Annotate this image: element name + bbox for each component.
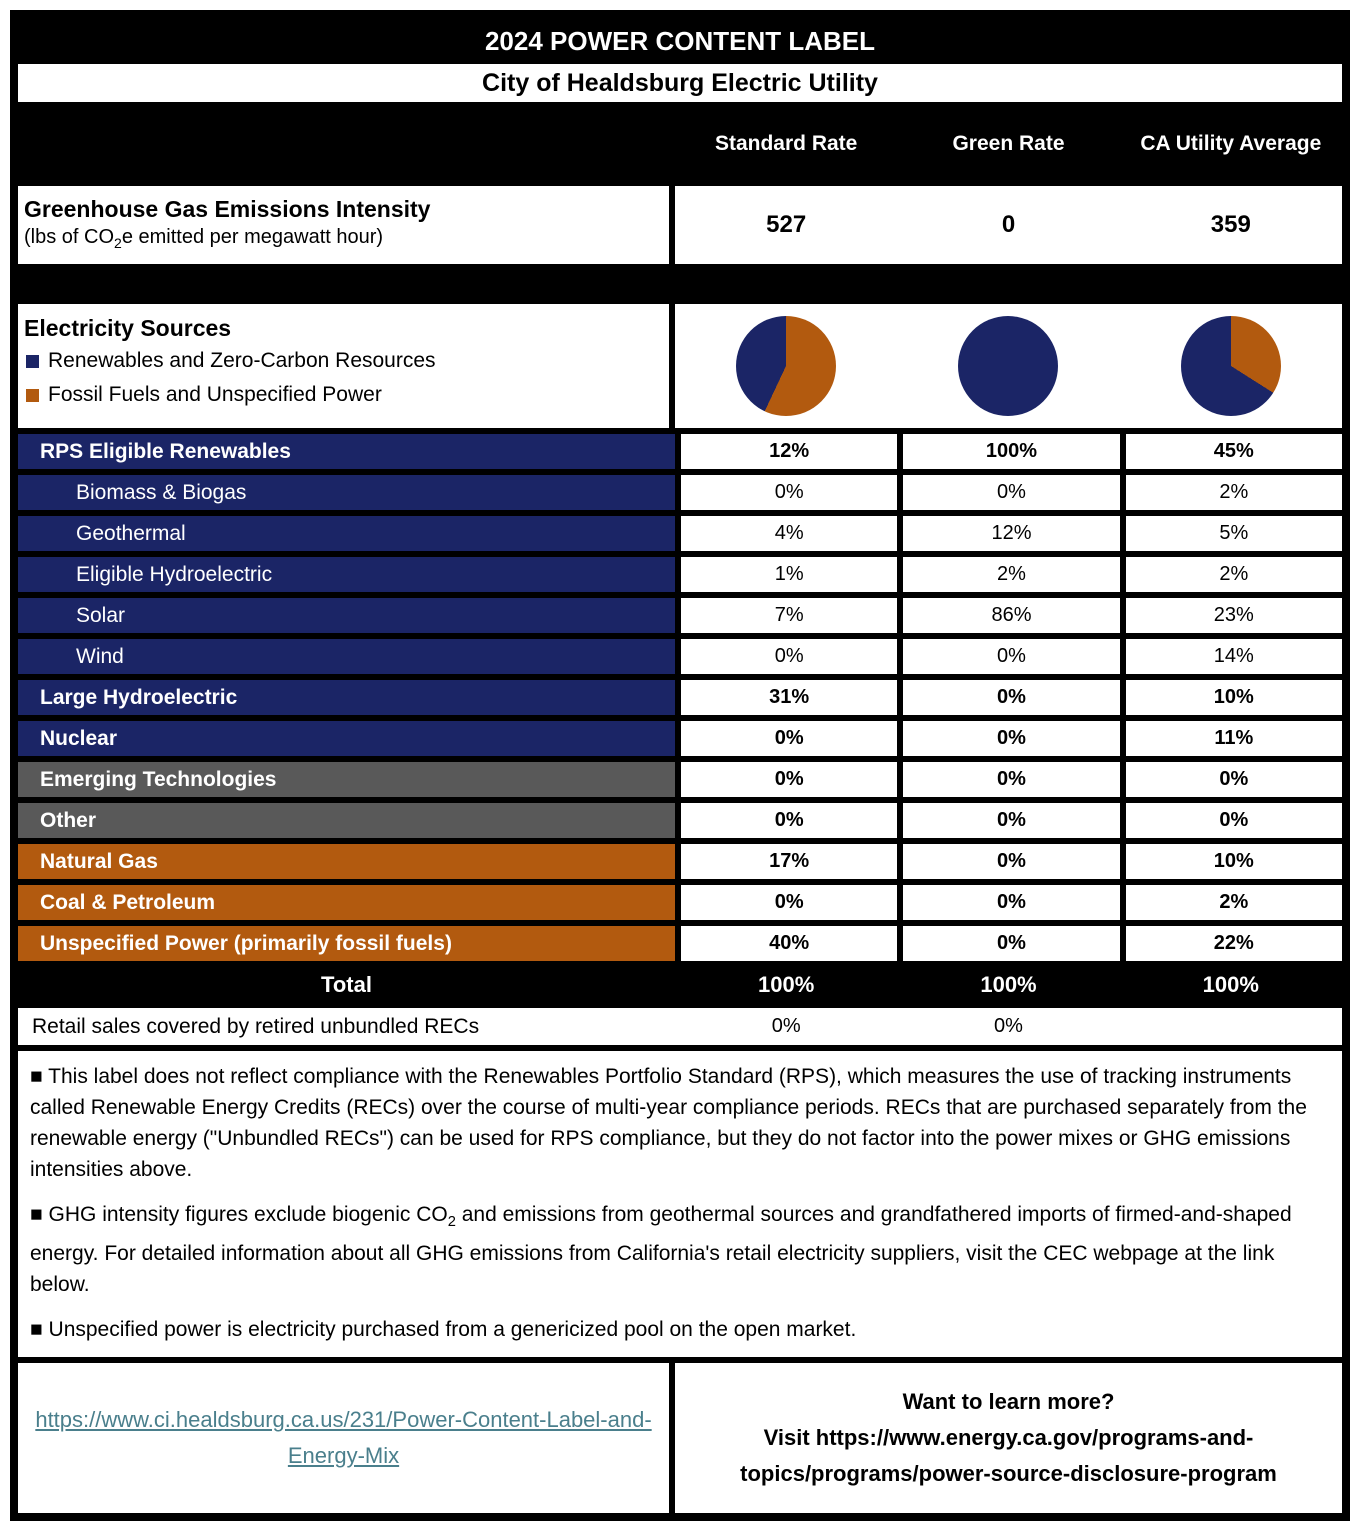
utility-name: City of Healdsburg Electric Utility: [18, 64, 1342, 102]
row-value: 0%: [897, 844, 1119, 879]
row-value: 0%: [675, 762, 897, 797]
row-value: 10%: [1120, 680, 1342, 715]
row-value: 23%: [1120, 598, 1342, 633]
table-row: [18, 510, 1342, 551]
column-header-green-rate: Green Rate: [952, 132, 1065, 155]
row-value: 2%: [1120, 557, 1342, 592]
learn-more-cell: [675, 1363, 1342, 1513]
table-row: [18, 838, 1342, 879]
row-value: 11%: [1120, 721, 1342, 756]
ghg-value-green: 0: [1001, 211, 1016, 238]
row-value: 31%: [675, 680, 897, 715]
electricity-sources-row: [18, 304, 1342, 428]
legend-label-renewables: Renewables and Zero-Carbon Resources: [48, 349, 436, 372]
row-label: Coal & Petroleum: [18, 885, 675, 920]
fossil-swatch-icon: [26, 389, 39, 402]
footer-row: [18, 1357, 1342, 1513]
ghg-emissions-row: [18, 186, 1342, 264]
row-value: 2%: [1120, 475, 1342, 510]
row-value: 14%: [1120, 639, 1342, 674]
table-row: [18, 551, 1342, 592]
row-label: RPS Eligible Renewables: [18, 434, 675, 469]
ghg-label-cell: [18, 186, 675, 264]
footnotes-section: [18, 1045, 1342, 1357]
electricity-sources-title: Electricity Sources: [24, 315, 232, 341]
table-row: [18, 715, 1342, 756]
row-label: Biomass & Biogas: [18, 475, 675, 510]
row-label: Solar: [18, 598, 675, 633]
row-value: 0%: [675, 803, 897, 838]
table-row: [18, 797, 1342, 838]
pie-chart-standard-rate: [736, 316, 836, 416]
row-value: 0%: [897, 885, 1119, 920]
row-label: Large Hydroelectric: [18, 680, 675, 715]
table-row: [18, 674, 1342, 715]
row-value: 0%: [1120, 762, 1342, 797]
ghg-title: Greenhouse Gas Emissions Intensity: [24, 196, 431, 222]
footnote-ghg: ■ GHG intensity figures exclude biogenic $CO_2$ and emissions from geothermal sources and grandfathered imports of firmed-and-shaped energy. For detailed information about all GHG emissions from California's retail electricity suppliers, visit the CEC webpage at the link below.: [30, 1203, 1292, 1297]
table-row: [18, 879, 1342, 920]
column-header-row: [18, 102, 1342, 186]
total-row: [18, 961, 1342, 1003]
learn-more-title: Want to learn more?: [902, 1389, 1115, 1415]
pie-chart-ca-average: [1181, 316, 1281, 416]
total-value: 100%: [758, 972, 815, 997]
recs-value: 0%: [771, 1015, 801, 1037]
total-value: 100%: [980, 972, 1037, 997]
table-row: [18, 633, 1342, 674]
column-header-standard-rate: Standard Rate: [714, 132, 858, 155]
row-label: Unspecified Power (primarily fossil fuels): [18, 926, 675, 961]
table-row: [18, 592, 1342, 633]
table-row: [18, 920, 1342, 961]
row-value: 0%: [675, 639, 897, 674]
row-value: 0%: [897, 721, 1119, 756]
footnote-unspecified: ■ Unspecified power is electricity purchased from a genericized pool on the open market.: [30, 1318, 857, 1342]
pie-chart-area: [675, 304, 1342, 428]
ghg-value-standard: 527: [766, 211, 807, 238]
row-value: 10%: [1120, 844, 1342, 879]
legend-item-renewables: [24, 344, 665, 378]
recs-value: 0%: [994, 1015, 1023, 1037]
row-label: Emerging Technologies: [18, 762, 675, 797]
row-value: 0%: [897, 639, 1119, 674]
row-value: 0%: [897, 803, 1119, 838]
row-value: 4%: [675, 516, 897, 551]
column-header-ca-utility-average: CA Utility Average: [1140, 132, 1322, 155]
row-value: 1%: [675, 557, 897, 592]
renewables-swatch-icon: [26, 355, 39, 368]
learn-more-url: Visit https://www.energy.ca.gov/programs-and-topics/programs/power-source-disclosure-program: [740, 1425, 1277, 1487]
row-value: 0%: [897, 926, 1119, 961]
ghg-value-ca-average: 359: [1210, 211, 1251, 238]
table-row: [18, 469, 1342, 510]
row-value: 0%: [897, 680, 1119, 715]
recs-label: Retail sales covered by retired unbundled RECs: [32, 1014, 480, 1038]
pie-chart-green-rate: [958, 316, 1058, 416]
row-label: Other: [18, 803, 675, 838]
total-value: 100%: [1202, 972, 1259, 997]
bullet-icon: ■: [30, 1318, 43, 1342]
ghg-units: (lbs of $CO_2e$ emitted per megawatt hour): [24, 226, 384, 251]
table-row: [18, 428, 1342, 469]
row-label: Eligible Hydroelectric: [18, 557, 675, 592]
row-label: Natural Gas: [18, 844, 675, 879]
row-value: 0%: [675, 885, 897, 920]
legend-label-fossil: Fossil Fuels and Unspecified Power: [48, 383, 382, 406]
row-value: 40%: [675, 926, 897, 961]
power-content-label: [10, 10, 1350, 1521]
row-label: Wind: [18, 639, 675, 674]
label-title: 2024 POWER CONTENT LABEL: [18, 18, 1342, 64]
electricity-sources-cell: [18, 304, 675, 428]
row-value: 12%: [897, 516, 1119, 551]
bullet-icon: ■: [30, 1203, 43, 1226]
row-value: 0%: [1120, 803, 1342, 838]
row-value: 86%: [897, 598, 1119, 633]
row-value: 12%: [675, 434, 897, 469]
healdsburg-power-content-link[interactable]: https://www.ci.healdsburg.ca.us/231/Power-Content-Label-and-Energy-Mix: [35, 1407, 652, 1469]
row-value: 0%: [675, 475, 897, 510]
row-value: 2%: [1120, 885, 1342, 920]
row-value: 5%: [1120, 516, 1342, 551]
row-value: 45%: [1120, 434, 1342, 469]
row-value: 22%: [1120, 926, 1342, 961]
utility-link-cell: [18, 1363, 675, 1513]
legend-item-fossil: [24, 378, 665, 412]
row-value: 0%: [897, 475, 1119, 510]
row-value: 7%: [675, 598, 897, 633]
recs-row: [18, 1003, 1342, 1045]
row-value: 100%: [897, 434, 1119, 469]
separator-band: [18, 264, 1342, 304]
table-row: [18, 756, 1342, 797]
row-label: Nuclear: [18, 721, 675, 756]
row-value: 0%: [897, 762, 1119, 797]
bullet-icon: ■: [30, 1065, 43, 1088]
row-label: Geothermal: [18, 516, 675, 551]
row-value: 0%: [675, 721, 897, 756]
total-label: Total: [321, 972, 372, 997]
row-value: 2%: [897, 557, 1119, 592]
footnote-rps: ■ This label does not reflect compliance with the Renewables Portfolio Standard (RPS), which measures the use of tracking instruments called Renewable Energy Credits (RECs) over the course of multi-year compliance periods. RECs that are purchased separately from the renewable energy ("Unbundled RECs") can be used for RPS compliance, but they do not factor into the power mixes or GHG emissions intensities above.: [30, 1065, 1307, 1181]
row-value: 17%: [675, 844, 897, 879]
